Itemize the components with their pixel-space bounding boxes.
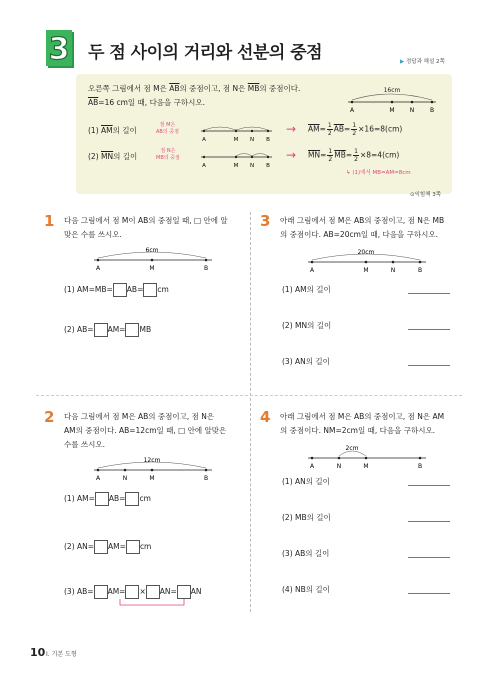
answer-blank[interactable] xyxy=(95,492,109,506)
svg-text:20cm: 20cm xyxy=(357,249,375,256)
svg-text:M: M xyxy=(149,265,155,272)
svg-text:N: N xyxy=(249,137,255,143)
svg-text:N: N xyxy=(409,107,415,114)
problem-3-figure xyxy=(306,246,430,276)
problem-2-text: 다음 그림에서 점 M은 AB의 중점이고, 점 N은 AM의 중점이다. AB=12cm일 때, □ 안에 알맞은 수를 쓰시오. xyxy=(64,412,227,449)
svg-text:12cm: 12cm xyxy=(143,457,161,464)
problem-2-q1: (1) AM= AB= cm xyxy=(64,492,151,506)
svg-text:N: N xyxy=(249,163,255,169)
svg-text:B: B xyxy=(417,463,423,470)
section-number-badge xyxy=(44,28,78,72)
svg-text:M: M xyxy=(233,163,239,169)
page-number: 10 xyxy=(30,646,46,659)
example-q1-answer: $\overline{AM}=$ $\frac{1}{2}$ $\overline{AB}=$ $\frac{1}{2}$ ×16=8(cm) xyxy=(308,122,403,137)
svg-text:M: M xyxy=(149,475,155,482)
problem-4-q1: (1) AN의 길이 xyxy=(282,477,330,486)
svg-text:A: A xyxy=(309,267,315,274)
answer-reference-text: 정답과 해설 2쪽 xyxy=(405,59,445,65)
column-divider xyxy=(250,212,251,612)
answer-blank[interactable] xyxy=(94,540,108,554)
example-q2-note: 점 N은 MB의 중점 xyxy=(156,148,180,161)
svg-text:A: A xyxy=(95,265,101,272)
problem-4-text: 아래 그림에서 점 M은 AB의 중점이고, 점 N은 AM 의 중점이다. NM=2cm일 때, 다음을 구하시오. xyxy=(280,412,445,435)
svg-text:B: B xyxy=(266,137,270,143)
example-q2-subnote: ↳ (1)에서 MB=AM=8cm xyxy=(346,170,411,176)
svg-text:2cm: 2cm xyxy=(345,445,359,452)
section-label: I. 기본 도형 xyxy=(46,651,77,658)
answer-line[interactable] xyxy=(408,329,450,330)
example-q2-answer: $\overline{MN}=$ $\frac{1}{2}$ $\overline{MB}=$ $\frac{1}{2}$ ×8=4(cm) xyxy=(308,148,400,163)
problem-2-q2: (2) AN= AM= cm xyxy=(64,540,151,554)
problem-2-figure xyxy=(92,454,216,484)
svg-text:A: A xyxy=(202,163,206,169)
problem-4-figure xyxy=(306,442,430,472)
example-q2-arrow: → xyxy=(286,148,297,162)
answer-reference: ▶ 정답과 해설 2쪽 xyxy=(400,59,445,65)
workbook-reference: ⊙익힘책 3쪽 xyxy=(410,192,442,198)
problem-3-text: 아래 그림에서 점 M은 AB의 중점이고, 점 N은 MB 의 중점이다. AB=20cm일 때, 다음을 구하시오. xyxy=(280,216,445,239)
problem-3-number: 3 xyxy=(260,212,271,230)
answer-blank[interactable] xyxy=(113,283,127,297)
example-q1-arrow: → xyxy=(286,122,297,136)
problem-1-number: 1 xyxy=(44,212,55,230)
svg-text:M: M xyxy=(233,137,239,143)
svg-text:N: N xyxy=(336,463,342,470)
svg-text:B: B xyxy=(203,475,209,482)
svg-text:A: A xyxy=(309,463,315,470)
problem-2-bracket xyxy=(118,599,188,609)
example-box xyxy=(76,74,452,194)
svg-text:N: N xyxy=(122,475,128,482)
answer-line[interactable] xyxy=(408,365,450,366)
svg-text:A: A xyxy=(349,107,355,114)
problem-3-q3: (3) AN의 길이 xyxy=(282,357,330,366)
example-figure xyxy=(344,82,444,118)
answer-blank[interactable] xyxy=(94,585,108,599)
answer-blank[interactable] xyxy=(126,540,140,554)
answer-blank[interactable] xyxy=(94,323,108,337)
answer-blank[interactable] xyxy=(125,492,139,506)
problem-4-q3: (3) AB의 길이 xyxy=(282,549,330,558)
example-q1-note: 점 M은 AB의 중점 xyxy=(156,122,179,135)
example-q2-figure xyxy=(198,146,278,170)
svg-text:B: B xyxy=(429,107,435,114)
example-q1-label: (1) $\overline{AM}$의 길이 xyxy=(88,126,137,135)
svg-text:A: A xyxy=(95,475,101,482)
problem-4-q2: (2) MB의 길이 xyxy=(282,513,331,522)
problem-3-q1: (1) AM의 길이 xyxy=(282,285,331,294)
example-figure-length: 16cm xyxy=(383,87,401,94)
example-q1-figure xyxy=(198,120,278,144)
problem-2-q3: (3) AB= AM= × AN= AN xyxy=(64,585,202,599)
example-q2-label: (2) $\overline{MN}$의 길이 xyxy=(88,152,138,161)
svg-text:A: A xyxy=(202,137,206,143)
problem-4-q4: (4) NB의 길이 xyxy=(282,585,330,594)
answer-blank[interactable] xyxy=(125,585,139,599)
example-line-2: $\overline{AB}=16$ cm일 때, 다음을 구하시오. xyxy=(88,98,206,107)
svg-text:N: N xyxy=(390,267,396,274)
answer-blank[interactable] xyxy=(177,585,191,599)
problem-3-q2: (2) MN의 길이 xyxy=(282,321,332,330)
problem-1-q1: (1) AM=MB= AB= cm xyxy=(64,283,169,297)
answer-blank[interactable] xyxy=(146,585,160,599)
row-divider xyxy=(36,395,462,396)
answer-line[interactable] xyxy=(408,593,450,594)
problem-4-number: 4 xyxy=(260,408,271,426)
answer-line[interactable] xyxy=(408,557,450,558)
problem-1-figure xyxy=(92,244,216,274)
problem-1-q2: (2) AB= AM= MB xyxy=(64,323,151,337)
answer-line[interactable] xyxy=(408,293,450,294)
answer-blank[interactable] xyxy=(143,283,157,297)
answer-line[interactable] xyxy=(408,485,450,486)
badge-number: 3 xyxy=(48,32,70,67)
example-line-1: 오른쪽 그림에서 점 M은 $\overline{AB}$의 중점이고, 점 N은 $\overline{MB}$의 중점이다. xyxy=(88,84,301,93)
svg-text:6cm: 6cm xyxy=(145,247,159,254)
page-title: 두 점 사이의 거리와 선분의 중점 xyxy=(88,43,323,63)
problem-2-number: 2 xyxy=(44,408,55,426)
answer-line[interactable] xyxy=(408,521,450,522)
svg-text:M: M xyxy=(389,107,395,114)
svg-text:B: B xyxy=(203,265,209,272)
problem-1-text: 다음 그림에서 점 M이 AB의 중점일 때, □ 안에 알 맞은 수를 쓰시오. xyxy=(64,216,228,239)
svg-text:M: M xyxy=(363,463,369,470)
answer-blank[interactable] xyxy=(125,323,139,337)
svg-text:M: M xyxy=(363,267,369,274)
svg-text:B: B xyxy=(266,163,270,169)
svg-text:B: B xyxy=(417,267,423,274)
